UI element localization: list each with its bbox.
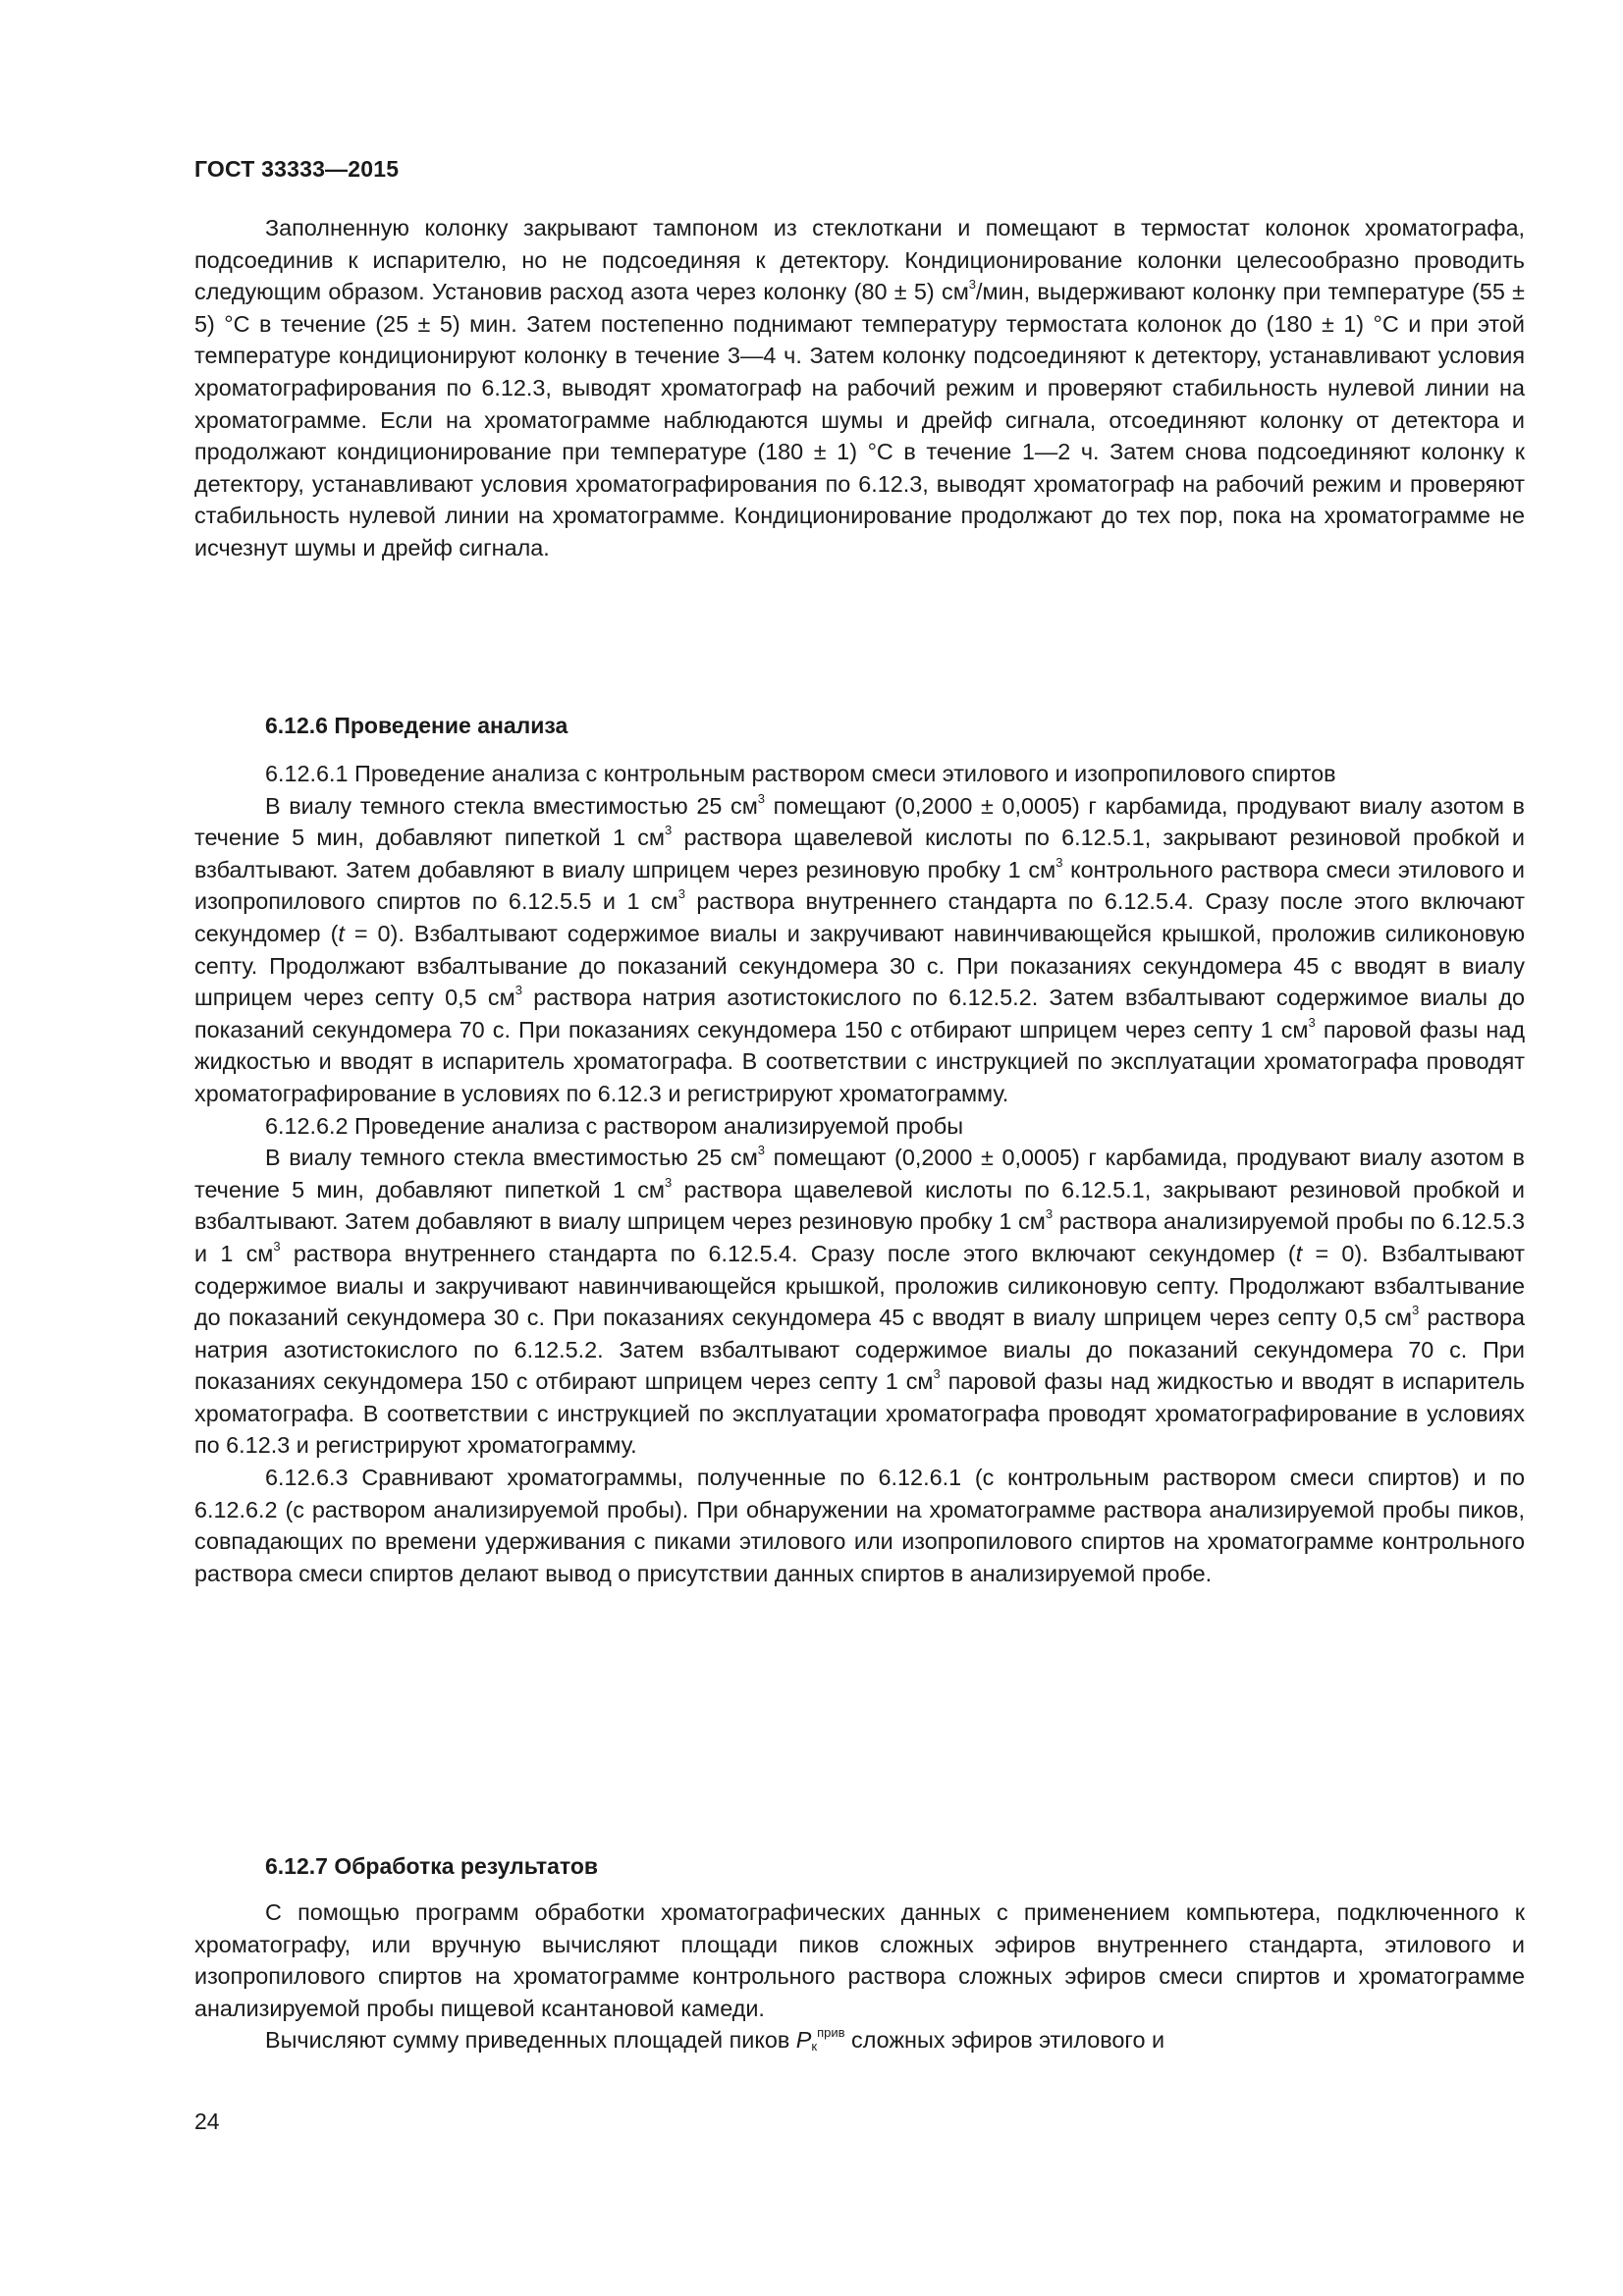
section-heading-6-12-7: 6.12.7 Обработка результатов	[265, 1853, 599, 1879]
section-heading-6-12-6: 6.12.6 Проведение анализа	[265, 713, 568, 738]
section-6-12-6	[194, 758, 1525, 1589]
intro-section	[194, 212, 1525, 564]
paragraph-6-12-7-1: С помощью программ обработки хроматографических данных с применением компьютера, подключенного к хроматографу, или вручную вычисляют площади пиков сложных эфиров внутреннего стандарта, этилового и изопропилового спиртов на хроматограмме контрольного раствора сложных эфиров смеси спиртов и хроматограмме анализируемой пробы пищевой ксантановой камеди.	[194, 1899, 1525, 2021]
paragraph-6-12-6-1: В виалу темного стекла вместимостью 25 $см^3$ помещают (0,2000 ± 0,0005) г карбамида, продувают виалу азотом в течение 5 мин, добавляют пипеткой 1 $см^3$ раствора щавелевой кислоты по 6.12.5.1, закрывают резиновой пробкой и взбалтывают. Затем добавляют в виалу шприцем через резиновую пробку 1 $см^3$ контрольного раствора смеси этилового и изопропилового спиртов по 6.12.5.5 и 1 $см^3$ раствора внутреннего стандарта по 6.12.5.4. Сразу после этого включают секундомер (t = 0). Взбалтывают содержимое виалы и закручивают навинчивающейся крышкой, проложив силиконовую септу. Продолжают взбалтывание до показаний секундомера 30 с. При показаниях секундомера 45 с вводят в виалу шприцем через септу 0,5 $см^3$ раствора натрия азотистокислого по 6.12.5.2. Затем взбалтывают содержимое виалы до показаний секундомера 70 с. При показаниях секундомера 150 с отбирают шприцем через септу 1 $см^3$ паровой фазы над жидкостью и вводят в испаритель хроматографа. В соответствии с инструкцией по эксплуатации хроматографа проводят хроматографирование в условиях по 6.12.3 и регистрируют хроматограмму.	[194, 790, 1525, 1106]
standard-header: ГОСТ 33333—2015	[194, 156, 400, 182]
paragraph-6-12-6-3: 6.12.6.3 Сравнивают хроматограммы, полученные по 6.12.6.1 (с контрольным раствором смеси спиртов) и по 6.12.6.2 (с раствором анализируемой пробы). При обнаружении на хроматограмме раствора анализируемой пробы пиков, совпадающих по времени удерживания с пиками этилового или изопропилового спиртов на хроматограмме контрольного раствора смеси спиртов делают вывод о присутствии данных спиртов в анализируемой пробе.	[194, 1465, 1525, 1586]
page-number: 24	[194, 2109, 220, 2134]
paragraph-6-12-6-2: В виалу темного стекла вместимостью 25 $см^3$ помещают (0,2000 ± 0,0005) г карбамида, продувают виалу азотом в течение 5 мин, добавляют пипеткой 1 $см^3$ раствора щавелевой кислоты по 6.12.5.1, закрывают резиновой пробкой и взбалтывают. Затем добавляют в виалу шприцем через резиновую пробку 1 $см^3$ раствора анализируемой пробы по 6.12.5.3 и 1 $см^3$ раствора внутреннего стандарта по 6.12.5.4. Сразу после этого включают секундомер (t = 0). Взбалтывают содержимое виалы и закручивают навинчивающейся крышкой, проложив силиконовую септу. Продолжают взбалтывание до показаний секундомера 30 с. При показаниях секундомера 45 с вводят в виалу шприцем через септу 0,5 $см^3$ раствора натрия азотистокислого по 6.12.5.2. Затем взбалтывают содержимое виалы до показаний секундомера 70 с. При показаниях секундомера 150 с отбирают шприцем через септу 1 $см^3$ паровой фазы над жидкостью и вводят в испаритель хроматографа. В соответствии с инструкцией по эксплуатации хроматографа проводят хроматографирование в условиях по 6.12.3 и регистрируют хроматограмму.	[194, 1143, 1525, 1459]
intro-paragraph: Заполненную колонку закрывают тампоном из стеклоткани и помещают в термостат колонок хроматографа, подсоединив к испарителю, но не подсоединяя к детектору. Кондиционирование колонки целесообразно проводить следующим образом. Установив расход азота через колонку (80 ± 5) $см^3$/мин, выдерживают колонку при температуре (55 ± 5) °С в течение (25 ± 5) мин. Затем постепенно поднимают температуру термостата колонок до (180 ± 1) °С и при этой температуре кондиционируют колонку в течение 3—4 ч. Затем колонку подсоединяют к детектору, устанавливают условия хроматографирования по 6.12.3, выводят хроматограф на рабочий режим и проверяют стабильность нулевой линии на хроматограмме. Если на хроматограмме наблюдаются шумы и дрейф сигнала, отсоединяют колонку от детектора и продолжают кондиционирование при температуре (180 ± 1) °С в течение 1—2 ч. Затем снова подсоединяют колонку к детектору, устанавливают условия хроматографирования по 6.12.3, выводят хроматограф на рабочий режим и проверяют стабильность нулевой линии на хроматограмме. Кондиционирование продолжают до тех пор, пока на хроматограмме не исчезнут шумы и дрейф сигнала.	[194, 215, 1526, 561]
paragraph-title-6-12-6-2: 6.12.6.2 Проведение анализа с раствором анализируемой пробы	[265, 1112, 964, 1139]
paragraph-6-12-7-2: Вычисляют сумму приведенных площадей пиков $P_к^{прив}$ сложных эфиров этилового и	[265, 2025, 1165, 2055]
section-6-12-7	[194, 1896, 1525, 2056]
paragraph-title-6-12-6-1: 6.12.6.1 Проведение анализа с контрольным раствором смеси этилового и изопропилового спиртов	[265, 761, 1336, 786]
